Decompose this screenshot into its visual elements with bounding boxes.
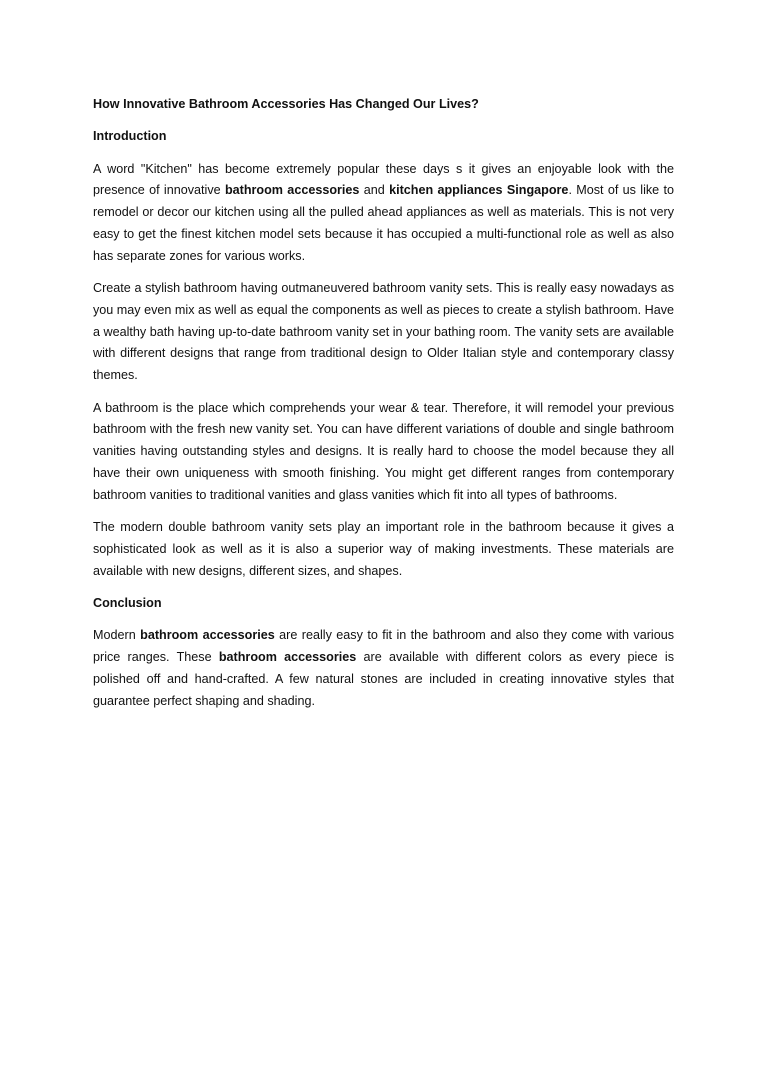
kitchen-appliances-keyword: kitchen appliances Singapore <box>389 183 569 198</box>
conclusion-text-1: Modern <box>93 628 141 643</box>
vanity-sets-paragraph: Create a stylish bathroom having outmaneuvered bathroom vanity sets. This is really easy nowadays as you may even mix as well as equal the components as well as pieces to create a stylish bathroom. Have a wealthy bath having up-to-date bathroom vanity set in your bathing room. The vanity sets are available with different designs that range from traditional design to Older Italian style and contemporary classy themes. <box>93 281 674 383</box>
intro-text-3: . Most of us like to remodel or decor our kitchen using all the pulled ahead appliances as well as materials. This is not very easy to get the finest kitchen model sets because it has occupied a multi-functional role as well as also has separate zones for various works. <box>93 183 674 263</box>
document-page <box>93 94 674 723</box>
introduction-paragraph <box>93 159 674 268</box>
conclusion-paragraph <box>93 625 674 712</box>
double-vanity-paragraph: The modern double bathroom vanity sets play an important role in the bathroom because it gives a sophisticated look as well as it is also a superior way of making investments. These materials are available with new designs, different sizes, and shapes. <box>93 520 674 578</box>
bathroom-place-paragraph: A bathroom is the place which comprehends your wear & tear. Therefore, it will remodel your previous bathroom with the fresh new vanity set. You can have different variations of double and single bathroom vanities having outstanding styles and designs. It is really hard to choose the model because they all have their own uniqueness with smooth finishing. You might get different ranges from contemporary bathroom vanities to traditional vanities and glass vanities which fit into all types of bathrooms. <box>93 400 674 502</box>
intro-text-2: and <box>359 183 390 198</box>
intro-text-1: A word "Kitchen" has become extremely popular these days s it gives an enjoyable look with the presence of innovative <box>93 161 674 198</box>
conclusion-text-2: are really easy to fit in the bathroom and also they come with various price ranges. These <box>93 628 675 665</box>
conclusion-text-3: are available with different colors as every piece is polished off and hand-crafted. A few natural stones are included in creating innovative styles that guarantee perfect shaping and shading. <box>93 650 674 708</box>
conclusion-heading: Conclusion <box>93 595 162 610</box>
bathroom-accessories-keyword: bathroom accessories <box>224 183 360 198</box>
document-title: How Innovative Bathroom Accessories Has Changed Our Lives? <box>93 97 479 111</box>
bathroom-accessories-keyword: bathroom accessories <box>218 650 357 665</box>
bathroom-accessories-keyword: bathroom accessories <box>140 628 275 643</box>
introduction-heading: Introduction <box>93 129 167 144</box>
